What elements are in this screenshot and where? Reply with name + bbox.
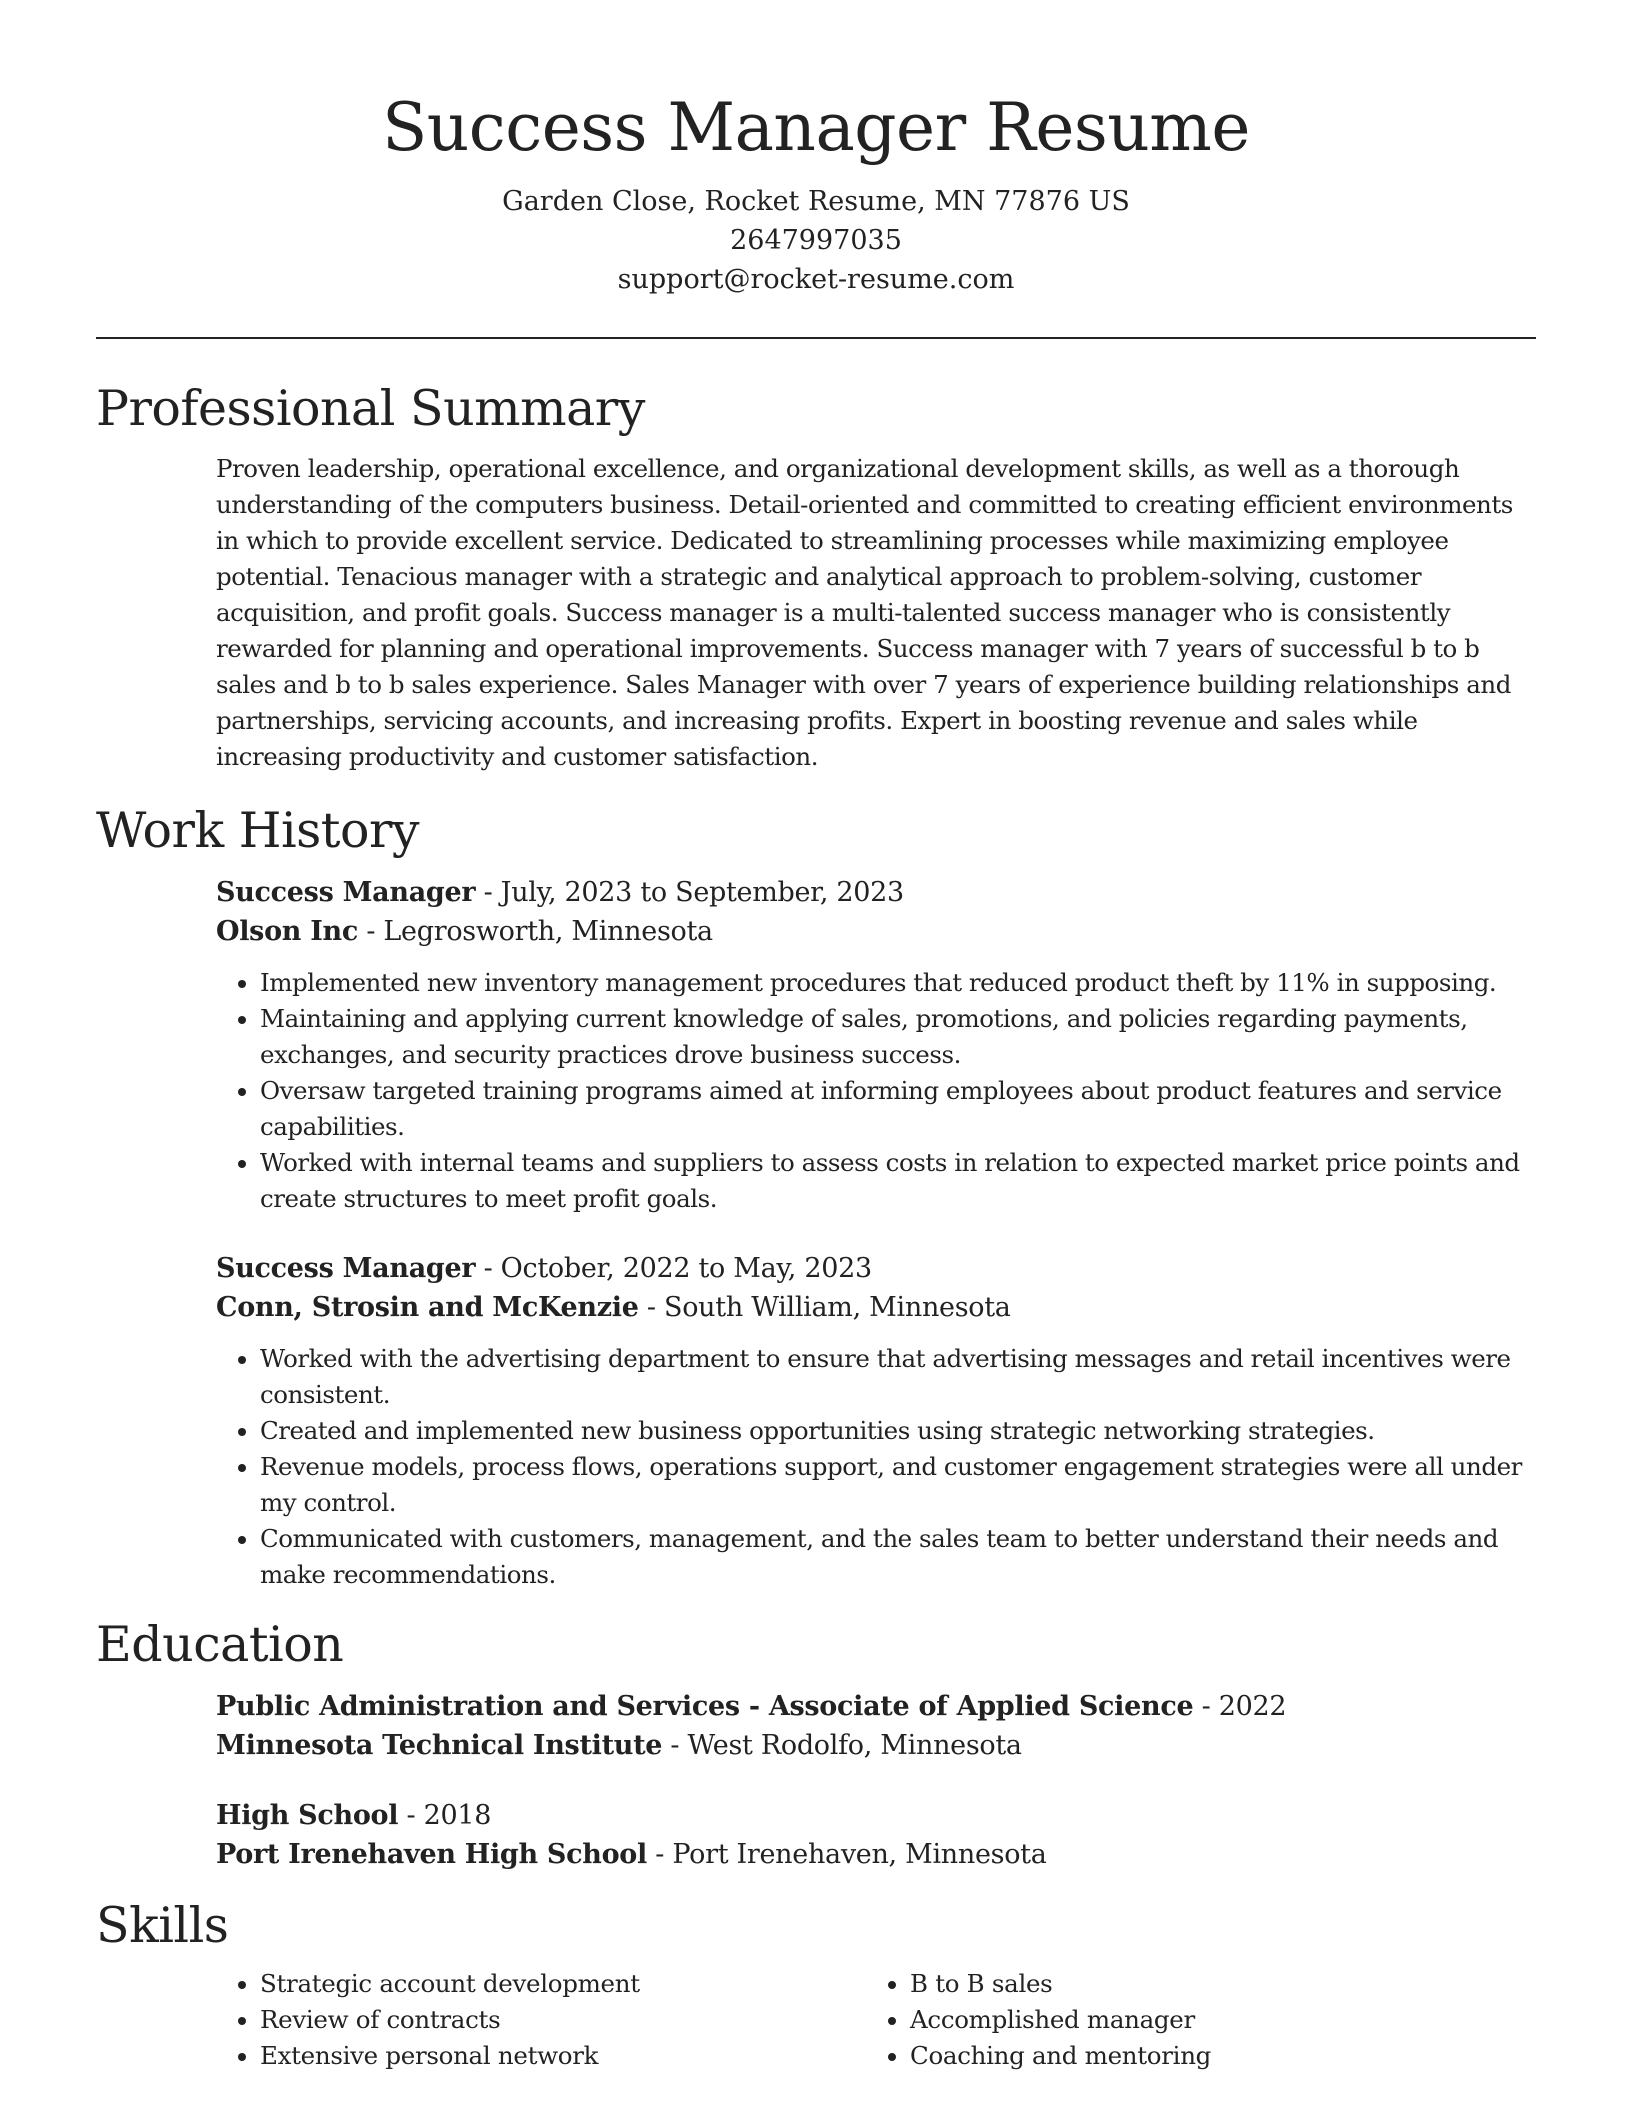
skills-columns: [216, 1956, 1536, 2074]
address: Garden Close, Rocket Resume, MN 77876 US: [502, 186, 1130, 217]
school-line: [216, 1726, 1536, 1765]
list-item: • Worked with the advertising department to ensure that advertising messages and retail incentives were consistent.: [260, 1341, 1536, 1413]
list-item: • Maintaining and applying current knowledge of sales, promotions, and policies regarding payments, exchanges, and security practices drove business success.: [260, 1001, 1536, 1073]
list-item: • Oversaw targeted training programs aimed at informing employees about product features and service capabilities.: [260, 1073, 1536, 1145]
job-role: Success Manager: [216, 1253, 476, 1284]
list-item: • Created and implemented new business opportunities using strategic networking strategies.: [260, 1413, 1536, 1449]
email: support@rocket-resume.com: [617, 264, 1015, 295]
skills-list-left: [216, 1966, 866, 2074]
school-location: - West Rodolfo, Minnesota: [662, 1730, 1022, 1761]
school-line: [216, 1835, 1536, 1874]
header-divider: [96, 337, 1536, 339]
job-role: Success Manager: [216, 877, 476, 908]
summary-text: Proven leadership, operational excellence, and organizational development skills, as well as a thorough understanding of the computers business. Detail-oriented and committed to creating efficient environments in which to provide excellent service. Dedicated to streamlining processes while maximizing employee potential. Tenacious manager with a strategic and analytical approach to problem-solving, customer acquisition, and profit goals. Success manager is a multi-talented success manager who is consistently rewarded for planning and operational improvements. Success manager with 7 years of successful b to b sales and b to b sales experience. Sales Manager with over 7 years of experience building relationships and partnerships, servicing accounts, and increasing profits. Expert in boosting revenue and sales while increasing productivity and customer satisfaction.: [216, 454, 1513, 771]
job-entry: [216, 1249, 1536, 1593]
degree: Public Administration and Services - Associate of Applied Science: [216, 1691, 1194, 1722]
list-item: • Worked with internal teams and suppliers to assess costs in relation to expected market price points and create structures to meet profit goals.: [260, 1145, 1536, 1217]
job-company: Olson Inc: [216, 916, 359, 947]
skill-item: • Coaching and mentoring: [910, 2038, 1516, 2074]
work-heading: Work History: [96, 802, 420, 859]
job-bullets: [216, 965, 1536, 1217]
job-bullets: [216, 1341, 1536, 1593]
job-location: - Legrosworth, Minnesota: [358, 916, 713, 947]
grad-year: - 2022: [1193, 1691, 1287, 1722]
work-section: [96, 801, 1536, 1593]
job-location: - South William, Minnesota: [638, 1292, 1011, 1323]
skill-item: • Accomplished manager: [910, 2002, 1516, 2038]
grad-year: - 2018: [398, 1800, 492, 1831]
skill-item: • Extensive personal network: [260, 2038, 866, 2074]
education-entry: [216, 1796, 1536, 1874]
job-entry: [216, 873, 1536, 1217]
school-location: - Port Irenehaven, Minnesota: [646, 1839, 1047, 1870]
job-company-line: [216, 1288, 1536, 1327]
skill-item: • B to B sales: [910, 1966, 1516, 2002]
list-item: • Communicated with customers, management, and the sales team to better understand their needs and make recommendations.: [260, 1521, 1536, 1593]
list-item: • Implemented new inventory management procedures that reduced product theft by 11% in supposing.: [260, 965, 1536, 1001]
list-item: • Revenue models, process flows, operations support, and customer engagement strategies were all under my control.: [260, 1449, 1536, 1521]
skills-section: [96, 1896, 1536, 2074]
degree-line: [216, 1687, 1536, 1726]
education-section: [96, 1615, 1536, 1874]
job-title-line: [216, 1249, 1536, 1288]
education-entry: [216, 1687, 1536, 1765]
school: Port Irenehaven High School: [216, 1839, 647, 1870]
education-heading: Education: [96, 1616, 344, 1673]
resume-title: Success Manager Resume: [382, 89, 1250, 166]
skill-item: • Review of contracts: [260, 2002, 866, 2038]
skills-heading: Skills: [96, 1897, 229, 1954]
skill-item: • Strategic account development: [260, 1966, 866, 2002]
resume-page: [96, 0, 1536, 2074]
job-dates: - October, 2022 to May, 2023: [475, 1253, 872, 1284]
job-dates: - July, 2023 to September, 2023: [475, 877, 904, 908]
school: Minnesota Technical Institute: [216, 1730, 663, 1761]
job-company: Conn, Strosin and McKenzie: [216, 1292, 639, 1323]
summary-heading: Professional Summary: [96, 380, 645, 437]
job-company-line: [216, 912, 1536, 951]
degree-line: [216, 1796, 1536, 1835]
contact-info: [96, 182, 1536, 299]
degree: High School: [216, 1800, 399, 1831]
job-title-line: [216, 873, 1536, 912]
skills-list-right: [866, 1966, 1516, 2074]
summary-section: [96, 379, 1536, 775]
phone: 2647997035: [730, 225, 902, 256]
